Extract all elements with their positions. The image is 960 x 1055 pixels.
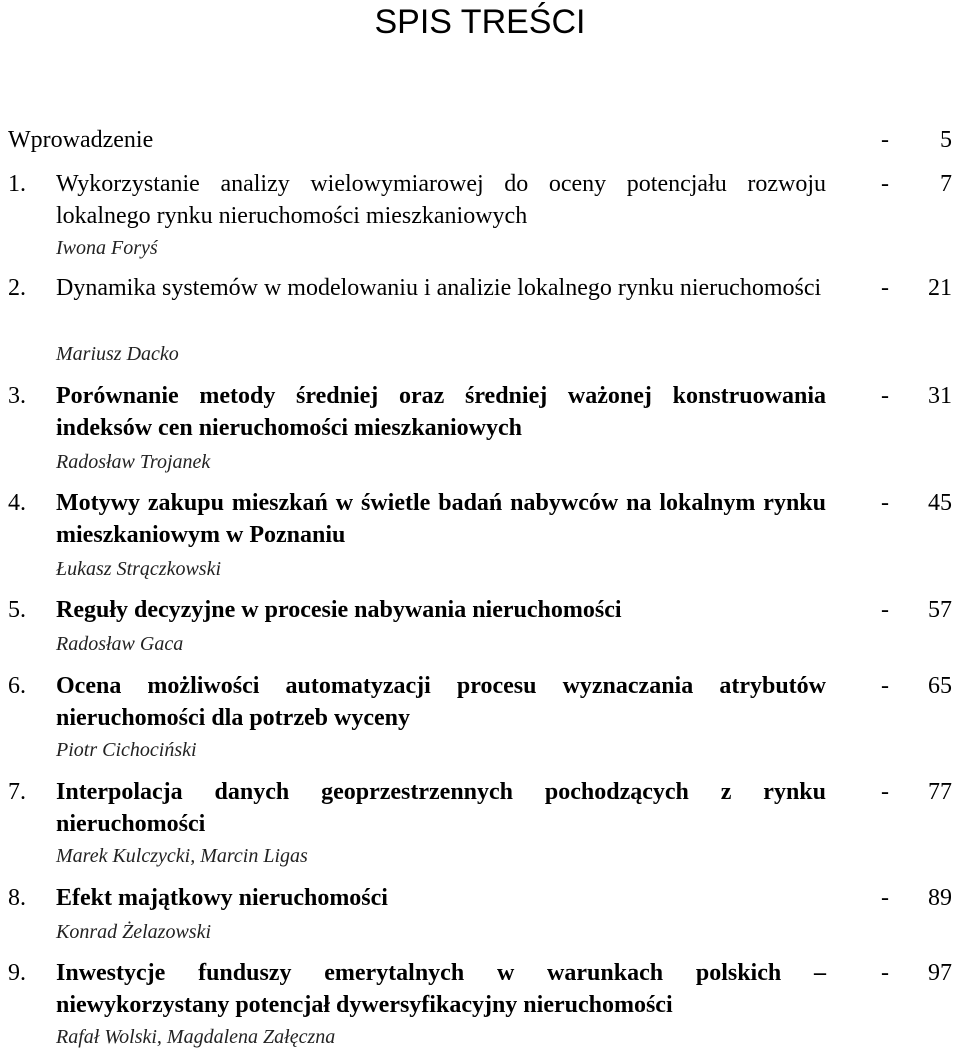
toc-entry-author: Marek Kulczycki, Marcin Ligas xyxy=(56,845,308,867)
toc-entry-number: 1. xyxy=(8,171,26,197)
toc-entry-number: 9. xyxy=(8,960,26,986)
page-title: SPIS TREŚCI xyxy=(374,3,586,41)
toc-page-number: 89 xyxy=(928,885,952,911)
toc-entry-author: Konrad Żelazowski xyxy=(56,921,212,943)
toc-page-number: 97 xyxy=(928,960,952,986)
toc-entry-number: 8. xyxy=(8,885,26,911)
toc-page-number: 57 xyxy=(928,597,952,623)
toc-entry-author: Rafał Wolski, Magdalena Załęczna xyxy=(56,1026,336,1048)
toc-entry-title: Ocena możliwości automatyzacji procesu wyznaczania atrybutów nieruchomości dla potrzeb wyceny xyxy=(56,673,826,731)
toc-entry-title: Interpolacja danych geoprzestrzennych pochodzących z rynku nieruchomości xyxy=(56,779,826,837)
toc-entry-author: Iwona Foryś xyxy=(56,237,158,259)
toc-entry-number: 7. xyxy=(8,779,26,805)
toc-entry-title: Porównanie metody średniej oraz średniej ważonej konstruowania indeksów cen nieruchomości mieszkaniowych xyxy=(56,383,826,441)
toc-page-number: 31 xyxy=(928,383,952,409)
toc-dash: - xyxy=(881,127,889,153)
toc-dash: - xyxy=(881,779,889,805)
toc-dash: - xyxy=(881,960,889,986)
toc-dash: - xyxy=(881,597,889,623)
toc-entry-title: Motywy zakupu mieszkań w świetle badań nabywców na lokalnym rynku mieszkaniowym w Poznaniu xyxy=(56,490,826,548)
toc-entry-author: Łukasz Strączkowski xyxy=(56,558,221,580)
toc-page-number: 7 xyxy=(940,171,952,197)
toc-entry-number: 5. xyxy=(8,597,26,623)
toc-dash: - xyxy=(881,383,889,409)
toc-entry-number: 2. xyxy=(8,275,26,301)
toc-dash: - xyxy=(881,885,889,911)
toc-entry-number: 4. xyxy=(8,490,26,516)
toc-entry-author: Piotr Cichociński xyxy=(56,739,197,761)
toc-entry-title: Wykorzystanie analizy wielowymiarowej do oceny potencjału rozwoju lokalnego rynku nieruchomości mieszkaniowych xyxy=(56,171,826,229)
toc-dash: - xyxy=(881,171,889,197)
toc-page-number: 21 xyxy=(928,275,952,301)
toc-entry-title: Dynamika systemów w modelowaniu i analizie lokalnego rynku nieruchomości xyxy=(56,275,822,301)
toc-dash: - xyxy=(881,673,889,699)
toc-entry-author: Radosław Trojanek xyxy=(56,451,211,473)
toc-page-number: 5 xyxy=(940,127,952,153)
toc-entry-number: 6. xyxy=(8,673,26,699)
toc-entry-title: Inwestycje funduszy emerytalnych w warunkach polskich – niewykorzystany potencjał dywersyfikacyjny nieruchomości xyxy=(56,960,826,1018)
toc-intro-label: Wprowadzenie xyxy=(8,127,154,153)
toc-entry-author: Radosław Gaca xyxy=(56,633,184,655)
toc-page-number: 77 xyxy=(928,779,952,805)
toc-dash: - xyxy=(881,275,889,301)
toc-dash: - xyxy=(881,490,889,516)
toc-entry-title: Reguły decyzyjne w procesie nabywania nieruchomości xyxy=(56,597,622,623)
toc-entry-author: Mariusz Dacko xyxy=(56,343,179,365)
toc-page-number: 45 xyxy=(928,490,952,516)
toc-entry-number: 3. xyxy=(8,383,26,409)
toc-page-number: 65 xyxy=(928,673,952,699)
toc-entry-title: Efekt majątkowy nieruchomości xyxy=(56,885,388,911)
